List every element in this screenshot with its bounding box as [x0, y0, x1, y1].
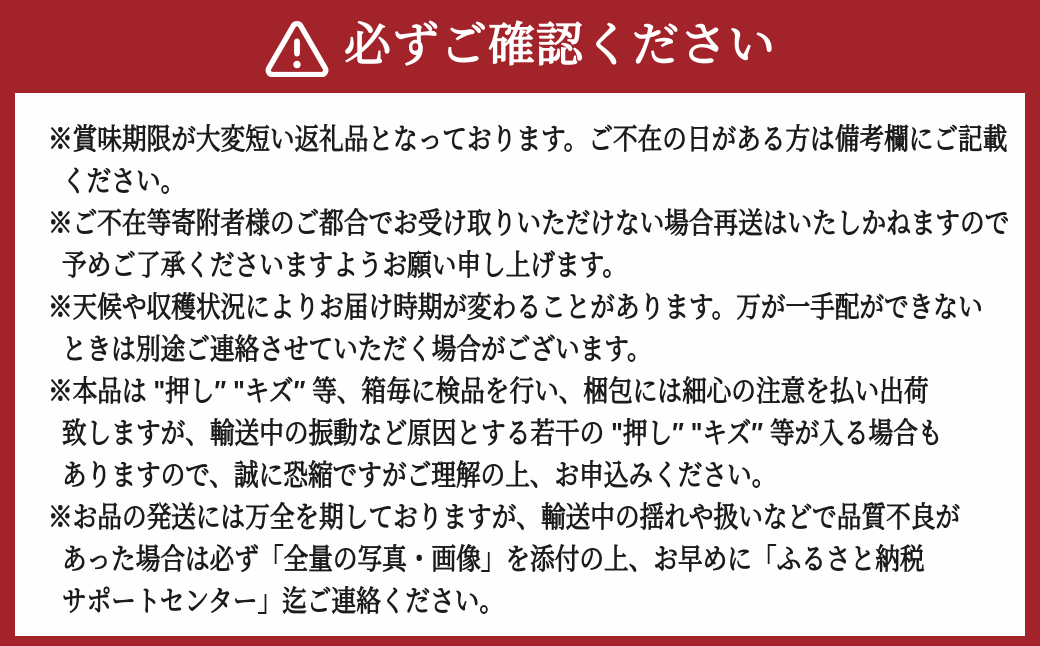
notice-line: サポートセンター」迄ご連絡ください。: [62, 586, 504, 618]
notice-line: ※ご不在等寄附者様のご都合でお受け取りいただけない場合再送はいたしかねますので: [48, 208, 1010, 240]
banner-header: [0, 0, 1040, 93]
notice-line: ※本品は "押し″ "キズ″ 等、箱毎に検品を行い、梱包には細心の注意を払い出荷: [48, 376, 929, 408]
notice-panel: [15, 93, 1025, 636]
notice-line: ときは別途ご連絡させていただく場合がございます。: [62, 334, 652, 366]
notice-item-weather-delivery: [48, 287, 1015, 371]
warning-triangle-icon: [264, 17, 330, 77]
notice-line: 致しますが、輸送中の振動など原因とする若干の "押し″ "キズ″ 等が入る場合も: [62, 418, 943, 450]
notice-line: ありますので、誠に恐縮ですがご理解の上、お申込みください。: [62, 460, 777, 492]
notice-line: あった場合は必ず「全量の写真・画像」を添付の上、お早めに「ふるさと納税: [62, 544, 925, 576]
notice-item-absence-no-reship: [48, 203, 1015, 287]
notice-line: ください。: [62, 166, 186, 198]
notice-line: 予めご了承くださいますようお願い申し上げます。: [62, 250, 627, 282]
notice-item-quality-contact: [48, 497, 1015, 623]
banner-title: 必ずご確認ください: [344, 18, 776, 71]
notice-item-inspection-damage: [48, 371, 1015, 497]
notice-line: ※お品の発送には万全を期しておりますが、輸送中の揺れや扱いなどで品質不良が: [48, 502, 961, 534]
notice-line: ※賞味期限が大変短い返礼品となっております。ご不在の日がある方は備考欄にご記載: [48, 124, 1008, 156]
notice-item-shelf-life: [48, 119, 1015, 203]
notice-line: ※天候や収穫状況によりお届け時期が変わることがあります。万が一手配ができない: [48, 292, 983, 324]
